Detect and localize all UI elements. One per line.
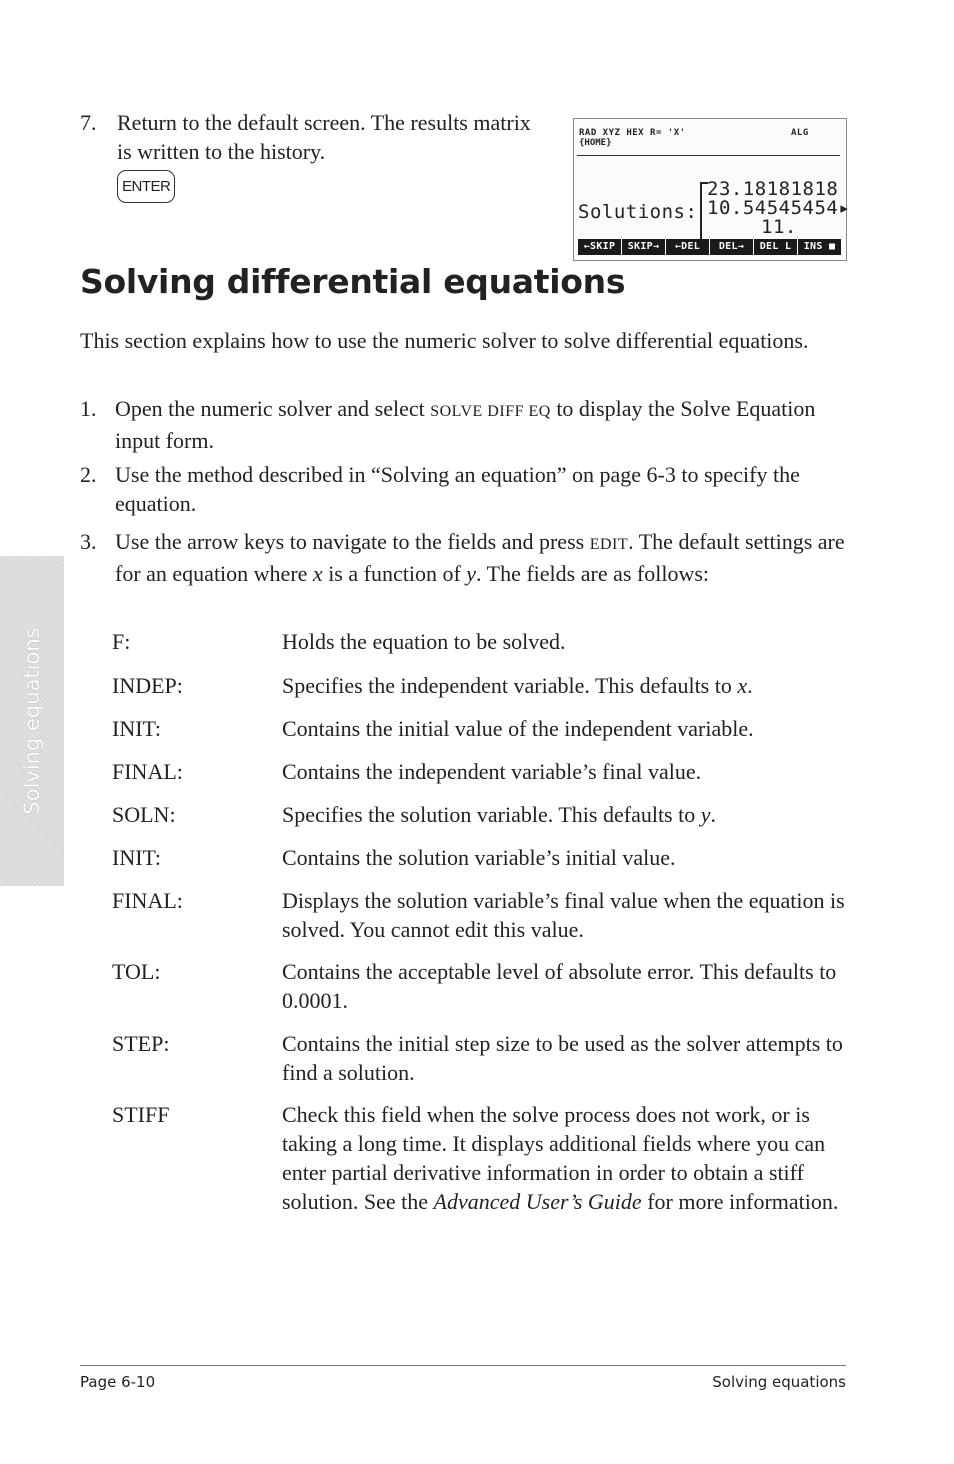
intro-paragraph: This section explains how to use the numeric solver to solve differential equations. — [80, 328, 809, 353]
step-text: Open the numeric solver and select SOLVE DIFF EQ to display the Solve Equation input form. — [115, 396, 816, 453]
current-path: {HOME} — [579, 138, 612, 148]
status-line — [579, 128, 809, 138]
step-text: Use the method described in “Solving an equation” on page 6-3 to specify the equation. — [115, 462, 800, 516]
menu-key-del-right: DEL→ — [710, 239, 753, 255]
field-term: FINAL: — [112, 888, 183, 913]
step-number: 1. — [80, 396, 97, 421]
step-number: 3. — [80, 529, 97, 554]
matrix-value: 10.54545454▸ — [707, 197, 851, 219]
section-heading: Solving differential equations — [80, 262, 626, 301]
header-divider — [577, 155, 840, 156]
soft-menu — [578, 239, 841, 255]
result-label: Solutions: — [578, 201, 698, 223]
step-number: 7. — [80, 110, 97, 135]
field-term: INIT: — [112, 716, 161, 741]
chapter-title: Solving equations — [712, 1373, 846, 1391]
menu-key-ins: INS ■ — [798, 239, 841, 255]
matrix-value: 11. — [761, 216, 797, 238]
result-matrix — [707, 180, 850, 237]
menu-key-del-line: DEL L — [754, 239, 797, 255]
field-term: INDEP: — [112, 673, 183, 698]
menu-key-skip-left: ←SKIP — [578, 239, 621, 255]
field-desc: Specifies the solution variable. This defaults to y. — [282, 802, 716, 827]
field-term: INIT: — [112, 845, 161, 870]
field-desc: Contains the initial value of the independent variable. — [282, 716, 754, 741]
status-flags: RAD XYZ HEX R= 'X' — [579, 128, 686, 138]
field-desc: Displays the solution variable’s final value when the equation is solved. You cannot edit this value. — [282, 888, 845, 942]
field-term: STIFF — [112, 1102, 170, 1127]
menu-key-skip-right: SKIP→ — [622, 239, 665, 255]
field-desc: Specifies the independent variable. This defaults to x. — [282, 673, 753, 698]
field-term: TOL: — [112, 959, 161, 984]
field-term: F: — [112, 629, 131, 654]
field-desc: Contains the acceptable level of absolute error. This defaults to 0.0001. — [282, 959, 837, 1013]
step-text: Return to the default screen. The results matrix is written to the history. — [117, 110, 531, 164]
calculator-screen — [573, 118, 851, 261]
field-desc: Check this field when the solve process does not work, or is taking a long time. It displays additional fields where you can enter partial derivative information in order to obtain a stiff solution. See the Advanced User’s Guide for more information. — [282, 1102, 839, 1214]
mode-indicator: ALG — [791, 128, 809, 138]
field-desc: Holds the equation to be solved. — [282, 629, 566, 654]
matrix-value: 23.18181818 — [707, 178, 839, 200]
field-desc: Contains the solution variable’s initial value. — [282, 845, 676, 870]
step-text: Use the arrow keys to navigate to the fields and press EDIT. The default settings are for an equation where x is a function of y. The fields are as follows: — [115, 529, 845, 586]
field-term: SOLN: — [112, 802, 176, 827]
page-number: Page 6-10 — [80, 1373, 156, 1391]
key-name: EDIT — [589, 536, 629, 553]
chapter-side-tab-label: Solving equations — [20, 627, 44, 815]
field-term: STEP: — [112, 1031, 170, 1056]
step-number: 2. — [80, 462, 97, 487]
chapter-side-tab — [0, 556, 64, 886]
menu-key-del-left: ←DEL — [666, 239, 709, 255]
field-desc: Contains the initial step size to be used as the solver attempts to find a solution. — [282, 1031, 843, 1085]
enter-key-icon: ENTER — [117, 170, 175, 203]
footer-divider — [80, 1365, 846, 1366]
field-desc: Contains the independent variable’s final value. — [282, 759, 702, 784]
field-term: FINAL: — [112, 759, 183, 784]
menu-option: SOLVE DIFF EQ — [430, 403, 551, 420]
